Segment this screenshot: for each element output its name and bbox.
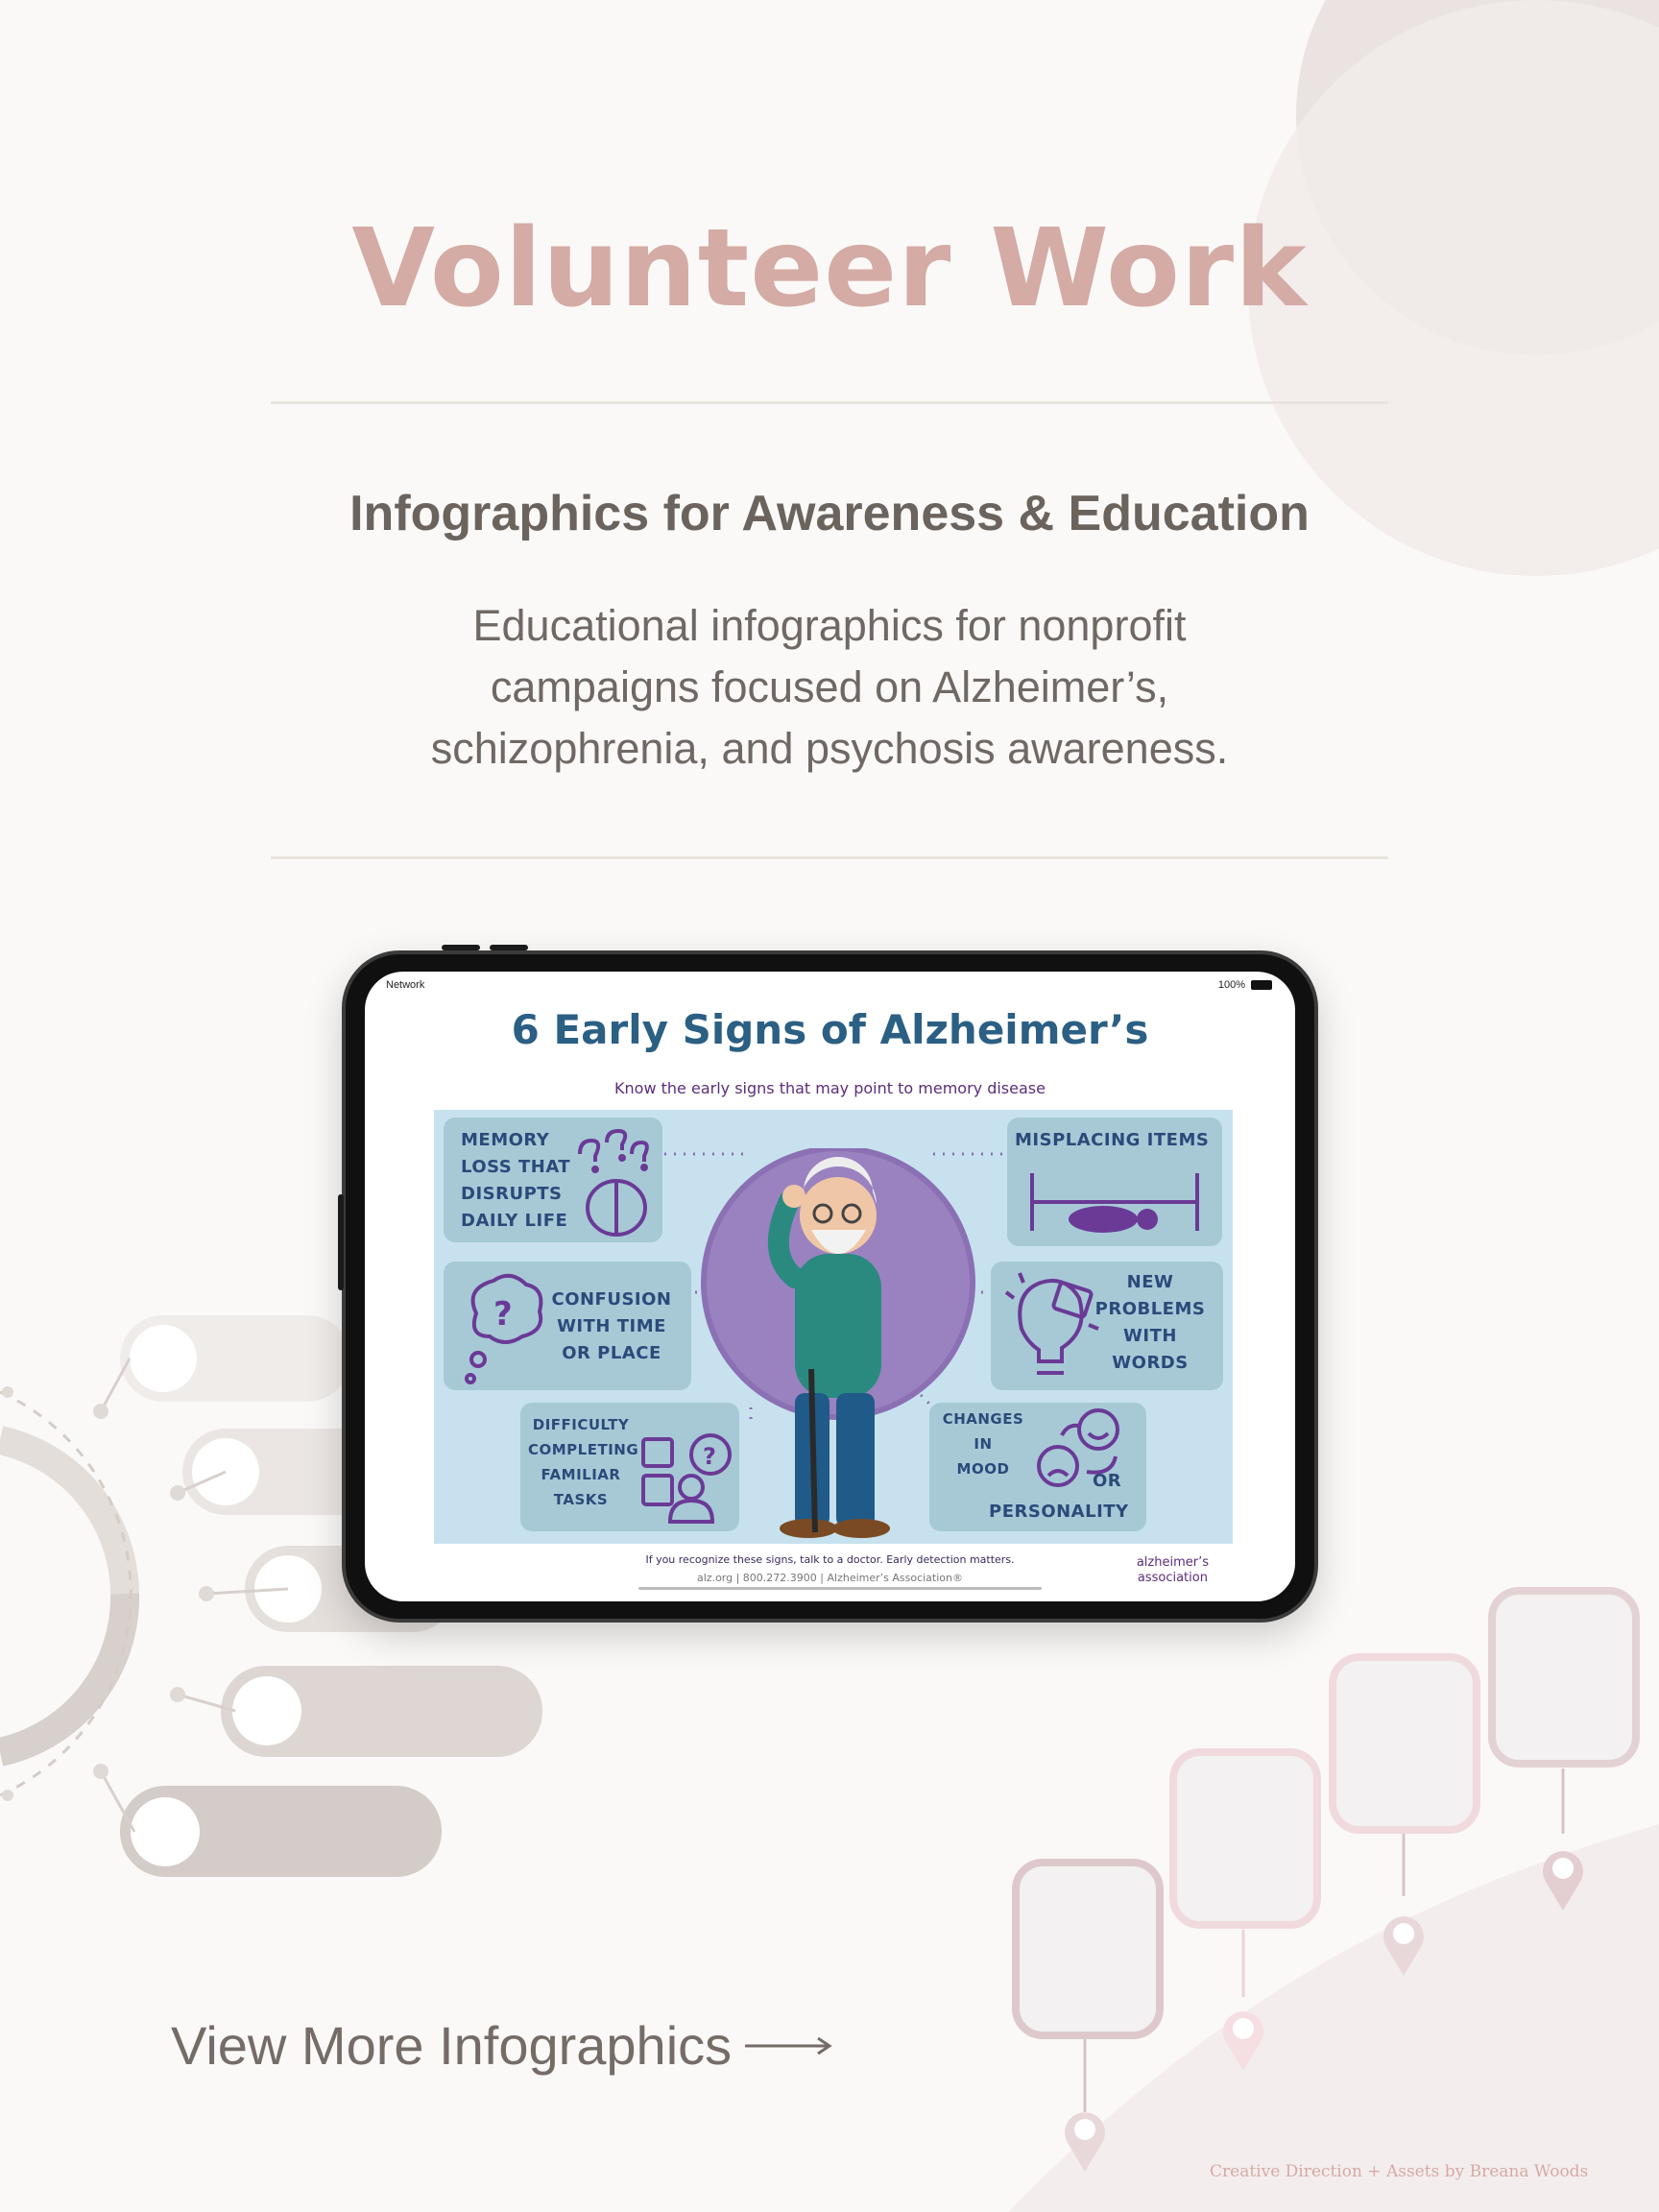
tablet-top-button-1 [442,945,480,950]
puzzle-person-question-icon [637,1433,733,1526]
happy-sad-faces-icon [1023,1407,1129,1495]
sign-mood-changes [929,1403,1146,1531]
divider-bottom [271,856,1388,859]
infographic-footer-contact: alz.org | 800.272.3900 | Alzheimer’s Association® [697,1572,963,1584]
sign-misplacing-items-label: MISPLACING ITEMS [1015,1130,1210,1150]
alzheimers-association-logo: alzheimer’s association [1136,1555,1209,1585]
divider-top [271,401,1388,404]
infographic-panel [434,1110,1233,1544]
credit-text: Creative Direction + Assets by Breana Woods [1210,2162,1589,2181]
tablet-screen [365,972,1295,1601]
sign-mood-label-or: OR [1093,1471,1122,1491]
svg-text:?: ? [493,1295,513,1334]
section-description: Educational infographics for nonprofit campaigns focused on Alzheimer’s, schizophrenia, and psychosis awareness. [430,601,1229,773]
sign-new-problems-words [991,1262,1223,1390]
infographic-title: 6 Early Signs of Alzheimer’s [511,1006,1149,1053]
sign-confusion-label: CONFUSION WITH TIME OR PLACE [551,1289,672,1363]
status-battery-text: 100% [1217,979,1245,991]
sign-mood-label-top: CHANGES IN MOOD [942,1410,1024,1478]
sign-confusion [444,1262,691,1390]
sign-difficulty-label: DIFFICULTY COMPLETING FAMILIAR TASKS [528,1416,639,1508]
sign-new-problems-label: NEW PROBLEMS WITH WORDS [1094,1272,1206,1373]
home-indicator [638,1587,1042,1590]
view-more-label: View More Infographics [171,2015,733,2076]
section-subtitle: Infographics for Awareness & Education [349,486,1310,541]
tablet-mockup [342,950,1318,1623]
sign-misplacing-items [1007,1118,1222,1246]
sign-difficulty-tasks [520,1403,739,1531]
infographic-subtitle: Know the early signs that may point to memory disease [614,1079,1046,1097]
infographic-footer-note: If you recognize these signs, talk to a doctor. Early detection matters. [645,1553,1015,1566]
svg-text:?: ? [703,1443,716,1470]
status-network: Network [386,979,425,991]
view-more-infographics-link[interactable] [171,2014,833,2077]
sign-mood-label-personality: PERSONALITY [989,1502,1129,1522]
person-searching-under-bed-icon [1024,1164,1207,1238]
battery-icon [1251,980,1272,990]
status-right [1218,979,1272,991]
sign-memory-loss-label: MEMORY LOSS THAT DISRUPTS DAILY LIFE [461,1130,571,1231]
thought-bubble-question-icon [459,1271,545,1386]
tablet-top-button-2 [490,945,528,950]
sign-memory-loss [444,1118,662,1242]
arrow-right-icon [745,2036,833,2056]
brain-question-icon [570,1129,657,1237]
status-bar [365,972,1295,1000]
tablet-side-button [338,1194,344,1290]
page-title: Volunteer Work [351,206,1308,331]
